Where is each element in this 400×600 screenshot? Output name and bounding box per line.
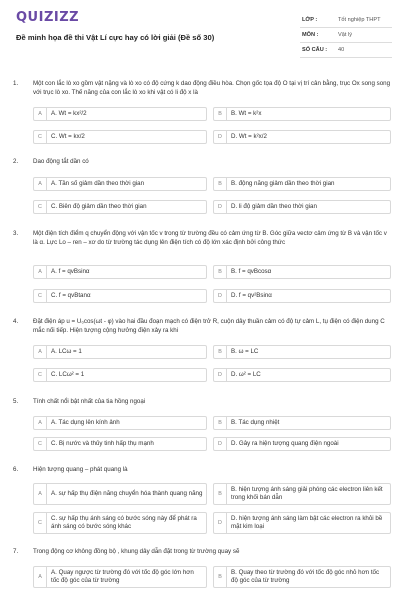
option-text: B. Wt = k²x — [231, 110, 262, 118]
option-text: B. Tác dụng nhiệt — [231, 419, 280, 427]
option-3d[interactable] — [213, 289, 391, 303]
option-text: D. Gây ra hiện tượng quang điện ngoài — [231, 440, 339, 448]
question-number: 1. — [13, 80, 19, 87]
option-text: D. f = qv²Bsinα — [231, 292, 272, 300]
meta-value: 40 — [338, 47, 345, 53]
option-6a[interactable] — [33, 483, 207, 505]
option-letter: C — [34, 290, 47, 302]
meta-row-class — [300, 13, 392, 28]
option-letter: A — [34, 567, 47, 587]
option-text: B. hiện tượng ánh sáng giải phóng các electron liên kết trong khối bán dẫn — [231, 486, 383, 501]
option-text: B. ω = LC — [231, 348, 259, 356]
option-text: B. động năng giảm dần theo thời gian — [231, 180, 335, 188]
option-letter: B — [214, 108, 227, 120]
option-5a[interactable] — [33, 416, 207, 430]
question-number: 6. — [13, 466, 19, 473]
option-letter: A — [34, 108, 47, 120]
option-text: D. hiện tượng ánh sáng làm bật các electron ra khỏi bề mặt kim loại — [231, 515, 383, 530]
option-letter: D — [214, 438, 227, 450]
option-text: D. ω² = LC — [231, 371, 261, 379]
option-text: A. Tần số giảm dần theo thời gian — [51, 180, 145, 188]
option-7a[interactable] — [33, 566, 207, 588]
option-letter: D — [214, 369, 227, 381]
quizizz-logo: QUIZIZZ — [16, 10, 80, 25]
option-letter: D — [214, 131, 227, 143]
option-text: A. LCω = 1 — [51, 348, 82, 356]
question-text: Một con lắc lò xo gồm vật nặng và lò xo có độ cứng k dao động điều hòa. Chọn gốc tọa độ O tại vị trí cân bằng, trục Ox song song với trục lò xo. Thế năng của con lắc lò xo khi vật có li độ x là — [33, 80, 391, 96]
option-1d[interactable] — [213, 130, 391, 144]
option-text: A. Quay ngược từ trường đó với tốc độ góc lớn hơn tốc độ góc của từ trường — [51, 569, 194, 584]
question-text: Hiện tượng quang – phát quang là — [33, 466, 128, 473]
meta-row-count — [300, 43, 392, 58]
option-letter: A — [34, 178, 47, 190]
meta-key: LỚP : — [302, 17, 318, 23]
option-2c[interactable] — [33, 200, 207, 214]
option-4b[interactable] — [213, 345, 391, 359]
option-6c[interactable] — [33, 512, 207, 534]
option-letter: A — [34, 266, 47, 278]
option-letter: A — [34, 417, 47, 429]
option-text: D. Wt = k²x/2 — [231, 133, 267, 141]
option-4d[interactable] — [213, 368, 391, 382]
option-6b[interactable] — [213, 483, 391, 505]
option-letter: B — [214, 346, 227, 358]
option-letter: C — [34, 201, 47, 213]
option-letter: D — [214, 201, 227, 213]
question-text: Dao động tắt dần có — [33, 158, 89, 165]
option-letter: B — [214, 417, 227, 429]
option-text: B. Quay theo từ trường đó với tốc độ góc nhỏ hơn tốc độ góc của từ trường — [231, 569, 380, 584]
question-text: Tính chất nổi bật nhất của tia hồng ngoại — [33, 398, 146, 405]
option-7b[interactable] — [213, 566, 391, 588]
option-4c[interactable] — [33, 368, 207, 382]
question-text: Một điện tích điểm q chuyển động với vận tốc v trong từ trường đều có cảm ứng từ B. Góc giữa vectơ cảm ứng từ B và vận tốc v là α. Lực Lo – ren – xơ do từ trường tác dụng lên điện tích có độ lớn xác định bởi công thức — [33, 230, 387, 246]
meta-table — [300, 13, 392, 58]
option-6d[interactable] — [213, 512, 391, 534]
option-letter: C — [34, 513, 47, 533]
option-text: C. sự hấp thụ ánh sáng có bước sóng này để phát ra ánh sáng có bước sóng khác — [51, 515, 197, 530]
option-2b[interactable] — [213, 177, 391, 191]
question-text: Trong động cơ không đồng bộ , khung dây dẫn đặt trong từ trường quay sẽ — [33, 548, 240, 555]
option-3b[interactable] — [213, 265, 391, 279]
meta-key: SỐ CÂU : — [302, 47, 328, 53]
option-3c[interactable] — [33, 289, 207, 303]
option-text: D. li độ giảm dần theo thời gian — [231, 203, 317, 211]
option-letter: B — [214, 266, 227, 278]
worksheet-title: Đề minh họa đề thi Vật Lí cực hay có lời giải (Đề số 30) — [16, 33, 215, 42]
option-1c[interactable] — [33, 130, 207, 144]
option-letter: B — [214, 567, 227, 587]
option-letter: D — [214, 513, 227, 533]
question-text: Đặt điện áp u = U₀cos(ωt - φ) vào hai đầu đoạn mạch có điện trở R, cuộn dây thuần cảm có độ tự cảm L, tụ điện có điện dung C mắc nối tiếp. Hiện tượng cộng hưởng điện xảy ra khi — [33, 318, 385, 334]
option-text: A. sự hấp thụ điện năng chuyển hóa thành quang năng — [51, 490, 203, 498]
option-4a[interactable] — [33, 345, 207, 359]
option-letter: A — [34, 484, 47, 504]
option-letter: B — [214, 178, 227, 190]
option-text: A. f = qvBsinα — [51, 268, 90, 276]
option-1b[interactable] — [213, 107, 391, 121]
option-letter: C — [34, 438, 47, 450]
option-letter: A — [34, 346, 47, 358]
option-5d[interactable] — [213, 437, 391, 451]
option-text: C. LCω² = 1 — [51, 371, 85, 379]
meta-value: Vật lý — [338, 32, 352, 38]
question-number: 2. — [13, 158, 19, 165]
option-text: C. Bị nước và thủy tinh hấp thụ mạnh — [51, 440, 154, 448]
option-text: C. Biên độ giảm dần theo thời gian — [51, 203, 147, 211]
option-5c[interactable] — [33, 437, 207, 451]
meta-row-subject — [300, 28, 392, 43]
option-5b[interactable] — [213, 416, 391, 430]
option-letter: C — [34, 131, 47, 143]
option-letter: B — [214, 484, 227, 504]
question-number: 3. — [13, 230, 19, 237]
option-text: A. Tác dụng lên kính ảnh — [51, 419, 120, 427]
option-letter: C — [34, 369, 47, 381]
option-3a[interactable] — [33, 265, 207, 279]
question-number: 5. — [13, 398, 19, 405]
option-1a[interactable] — [33, 107, 207, 121]
question-number: 4. — [13, 318, 19, 325]
worksheet-header — [0, 0, 400, 62]
option-letter: D — [214, 290, 227, 302]
meta-value: Tốt nghiệp THPT — [338, 17, 381, 23]
meta-key: MÔN : — [302, 32, 319, 38]
option-2a[interactable] — [33, 177, 207, 191]
option-text: A. Wt = kx²/2 — [51, 110, 87, 118]
option-text: B. f = qvBcosα — [231, 268, 272, 276]
option-text: C. f = qvBtanα — [51, 292, 91, 300]
question-number: 7. — [13, 548, 19, 555]
option-text: C. Wt = kx/2 — [51, 133, 85, 141]
option-2d[interactable] — [213, 200, 391, 214]
